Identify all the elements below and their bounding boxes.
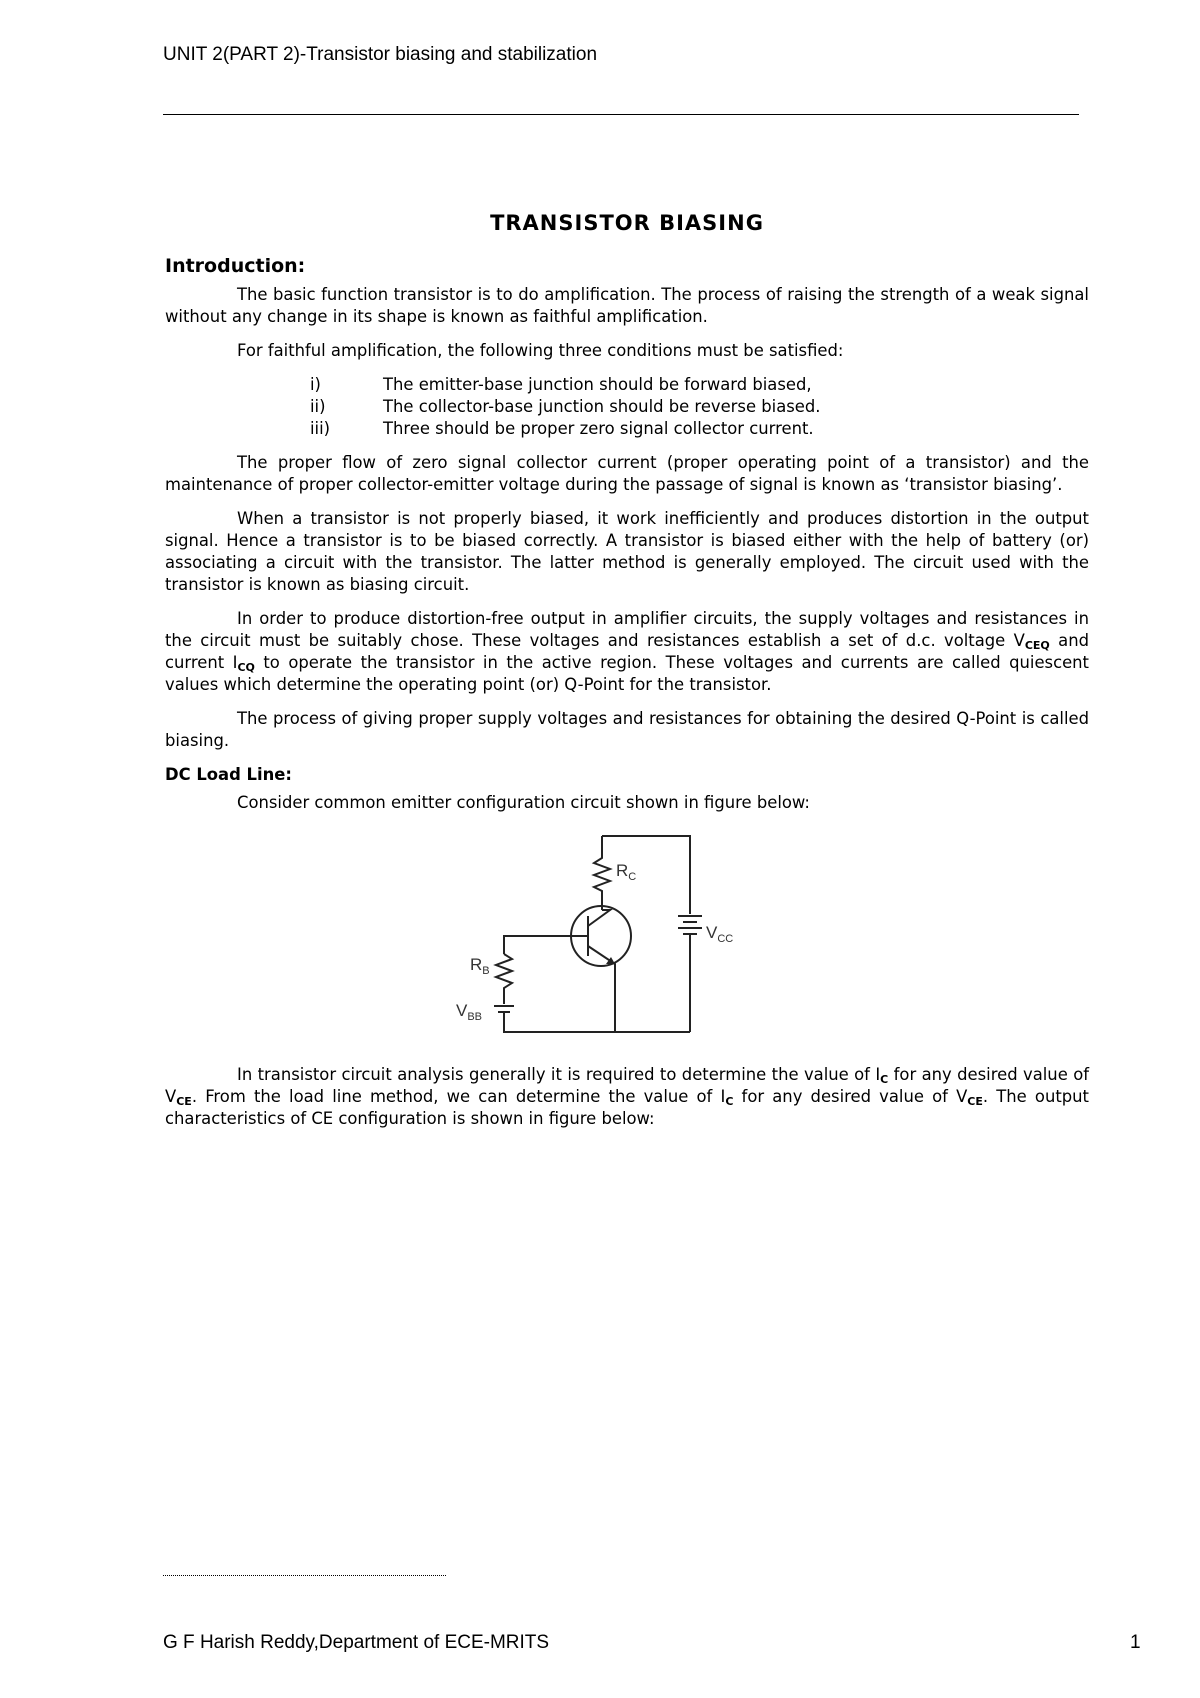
ce-circuit-diagram xyxy=(450,826,790,1050)
running-header: UNIT 2(PART 2)-Transistor biasing and stabilization xyxy=(163,44,598,65)
bottom-wire xyxy=(504,1012,690,1032)
conditions-list xyxy=(165,374,1089,440)
intro-paragraph-3: The proper flow of zero signal collector current (proper operating point of a transistor) and the maintenance of proper collector-emitter voltage during the passage of signal is known as ‘transistor biasing’. xyxy=(165,453,1089,494)
base-wire xyxy=(504,936,572,954)
list-item xyxy=(165,418,1089,440)
page-body xyxy=(165,210,1089,1142)
page-number: 1 xyxy=(1130,1632,1141,1653)
document-title: TRANSISTOR BIASING xyxy=(490,211,764,235)
list-item-number: i) xyxy=(310,375,321,394)
list-item-text: Three should be proper zero signal collector current. xyxy=(383,419,814,438)
dc-load-line-paragraph-2: In transistor circuit analysis generally it is required to determine the value of $I_C$ for any desired value of $V_{CE}$. From the load line method, we can determine the value of $I_C$ for any desired value of $V_{CE}$. The output characteristics of CE configuration is shown in figure below: xyxy=(165,1065,1089,1128)
list-item-number: iii) xyxy=(310,419,331,438)
vbb-label: $V_{BB}$ xyxy=(456,1001,483,1023)
footer-author: G F Harish Reddy,Department of ECE-MRITS xyxy=(163,1632,550,1653)
vcc-label: $V_{CC}$ xyxy=(706,923,734,945)
rb-label: $R_B$ xyxy=(470,955,490,977)
introduction-heading: Introduction: xyxy=(165,255,306,277)
collector-lead xyxy=(588,910,610,926)
dc-load-line-heading: DC Load Line: xyxy=(165,765,292,784)
rc-label: $R_C$ xyxy=(616,861,637,883)
footnote-separator xyxy=(163,1575,446,1576)
intro-paragraph-5: In order to produce distortion-free output in amplifier circuits, the supply voltages and resistances in the circuit must be suitably chose. These voltages and resistances establish a set of d.c. voltage $V_{CEQ}$ and current $I_{CQ}$ to operate the transistor in the active region. These voltages and currents are called quiescent values which determine the operating point (or) Q-Point for the transistor. xyxy=(165,609,1090,694)
intro-paragraph-4: When a transistor is not properly biased, it work inefficiently and produces distortion in the output signal. Hence a transistor is to be biased correctly. A transistor is biased either with the help of battery (or) associating a circuit with the transistor. The latter method is generally employed. The circuit used with the transistor is known as biasing circuit. xyxy=(165,509,1089,594)
dc-load-line-paragraph-1: Consider common emitter configuration circuit shown in figure below: xyxy=(237,793,810,812)
rc-resistor xyxy=(594,836,610,910)
list-item xyxy=(165,396,1089,418)
list-item-text: The collector-base junction should be reverse biased. xyxy=(383,397,821,416)
list-item-text: The emitter-base junction should be forward biased, xyxy=(383,375,812,394)
list-item xyxy=(165,374,1089,396)
intro-paragraph-2: For faithful amplification, the following three conditions must be satisfied: xyxy=(237,341,844,360)
header-rule xyxy=(163,114,1079,115)
intro-paragraph-6: The process of giving proper supply voltages and resistances for obtaining the desired Q-Point is called biasing. xyxy=(165,709,1089,750)
ce-circuit-figure xyxy=(165,826,1089,1056)
list-item-number: ii) xyxy=(310,397,326,416)
intro-paragraph-1: The basic function transistor is to do amplification. The process of raising the strength of a weak signal without any change in its shape is known as faithful amplification. xyxy=(165,285,1089,326)
rb-resistor xyxy=(496,954,512,1004)
